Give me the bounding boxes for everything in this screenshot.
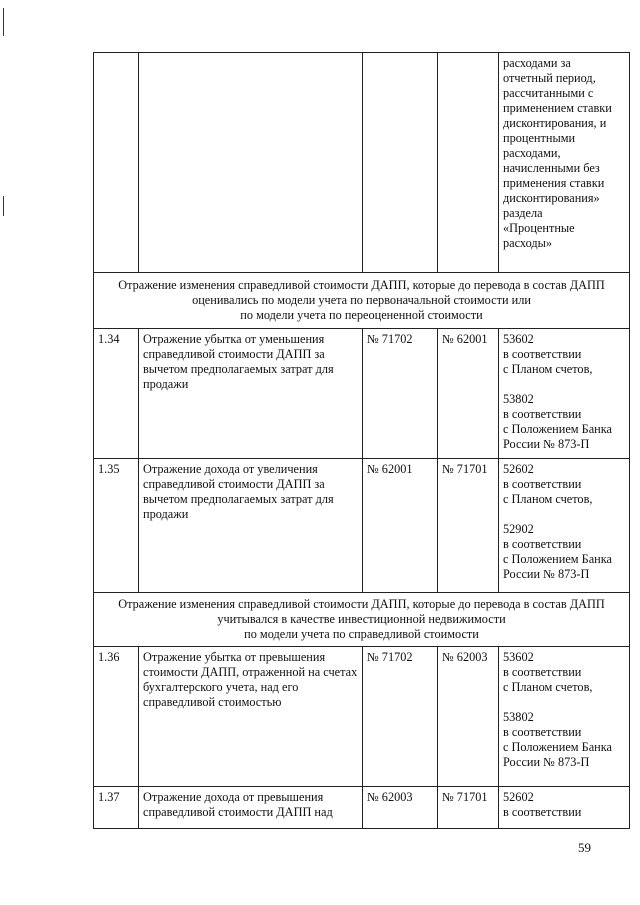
text-line: России № 873-П [503, 755, 590, 769]
section-title [94, 593, 630, 647]
debit-cell [363, 53, 438, 273]
text-line: с Планом счетов, [503, 680, 593, 694]
num-cell [94, 53, 139, 273]
desc-cell: Отражение убытка от превышения стоимости ДАПП, отраженной на счетах бухгалтерского учета, над его справедливой стоимостью [139, 647, 363, 787]
text-line: рассчитанными с [503, 86, 594, 100]
text-line: в соответствии [503, 665, 582, 679]
desc-cell: Отражение убытка от уменьшения справедливой стоимости ДАПП за вычетом предполагаемых затрат для продажи [139, 329, 363, 459]
scan-artifact [3, 8, 4, 36]
text-line: Отражение изменения справедливой стоимости ДАПП, которые до перевода в состав ДАПП [118, 278, 605, 292]
credit-account-cell: № 71701 [438, 459, 499, 593]
text-line: по модели учета по переоцененной стоимости [240, 308, 483, 322]
continuation-row [94, 53, 630, 273]
text-line: процентными [503, 131, 576, 145]
section-title [94, 273, 630, 329]
spacer [503, 695, 626, 710]
text-line: оценивались по модели учета по первоначальной стоимости или [192, 293, 531, 307]
text-line: с Положением Банка [503, 552, 612, 566]
text-line: «Процентные [503, 221, 575, 235]
table-row [94, 647, 630, 787]
spacer [503, 507, 626, 522]
num-cell: 1.34 [94, 329, 139, 459]
text-line: применением ставки [503, 101, 612, 115]
text-line: расходы» [503, 236, 553, 250]
notes-cell [499, 459, 630, 593]
text-line: с Планом счетов, [503, 492, 593, 506]
text-line: 52602 [503, 462, 534, 476]
text-line: 53602 [503, 650, 534, 664]
text-line: в соответствии [503, 805, 582, 819]
text-line: отчетный период, [503, 71, 596, 85]
spacer [503, 377, 626, 392]
text-line: 53802 [503, 710, 534, 724]
notes-cell [499, 329, 630, 459]
text-line: в соответствии [503, 347, 582, 361]
text-line: в соответствии [503, 407, 582, 421]
section-header-row [94, 273, 630, 329]
text-line: Отражение изменения справедливой стоимости ДАПП, которые до перевода в состав ДАПП [118, 597, 605, 611]
scan-artifact [3, 196, 4, 216]
table-row [94, 329, 630, 459]
text-line: в соответствии [503, 537, 582, 551]
notes-cell [499, 53, 630, 273]
text-line: начисленными без [503, 161, 600, 175]
page-number: 59 [578, 840, 591, 855]
num-cell: 1.36 [94, 647, 139, 787]
credit-account-cell: № 71701 [438, 787, 499, 829]
debit-account-cell: № 71702 [363, 647, 438, 787]
text-line: 52602 [503, 790, 534, 804]
text-line: раздела [503, 206, 543, 220]
text-line: с Положением Банка [503, 740, 612, 754]
num-cell: 1.37 [94, 787, 139, 829]
debit-account-cell: № 71702 [363, 329, 438, 459]
credit-account-cell: № 62003 [438, 647, 499, 787]
text-line: 52902 [503, 522, 534, 536]
section-header-row [94, 593, 630, 647]
text-line: 53602 [503, 332, 534, 346]
credit-cell [438, 53, 499, 273]
text-line: с Планом счетов, [503, 362, 593, 376]
accounting-entries-table [93, 52, 630, 829]
text-line: по модели учета по справедливой стоимости [244, 627, 479, 641]
text-line: в соответствии [503, 477, 582, 491]
text-line: учитывался в качестве инвестиционной недвижимости [217, 612, 506, 626]
text-line: 53802 [503, 392, 534, 406]
text-line: применения ставки [503, 176, 605, 190]
notes-cell [499, 647, 630, 787]
text-line: России № 873-П [503, 567, 590, 581]
desc-cell: Отражение дохода от увеличения справедливой стоимости ДАПП за вычетом предполагаемых затрат для продажи [139, 459, 363, 593]
credit-account-cell: № 62001 [438, 329, 499, 459]
table-row [94, 459, 630, 593]
debit-account-cell: № 62003 [363, 787, 438, 829]
text-line: дисконтирования, и [503, 116, 607, 130]
text-line: в соответствии [503, 725, 582, 739]
text-line: с Положением Банка [503, 422, 612, 436]
desc-cell [139, 53, 363, 273]
text-line: расходами, [503, 146, 561, 160]
notes-cell [499, 787, 630, 829]
text-line: дисконтирования» [503, 191, 600, 205]
desc-cell: Отражение дохода от превышения справедливой стоимости ДАПП над [139, 787, 363, 829]
text-line: России № 873-П [503, 437, 590, 451]
table-row [94, 787, 630, 829]
debit-account-cell: № 62001 [363, 459, 438, 593]
num-cell: 1.35 [94, 459, 139, 593]
text-line: расходами за [503, 56, 571, 70]
